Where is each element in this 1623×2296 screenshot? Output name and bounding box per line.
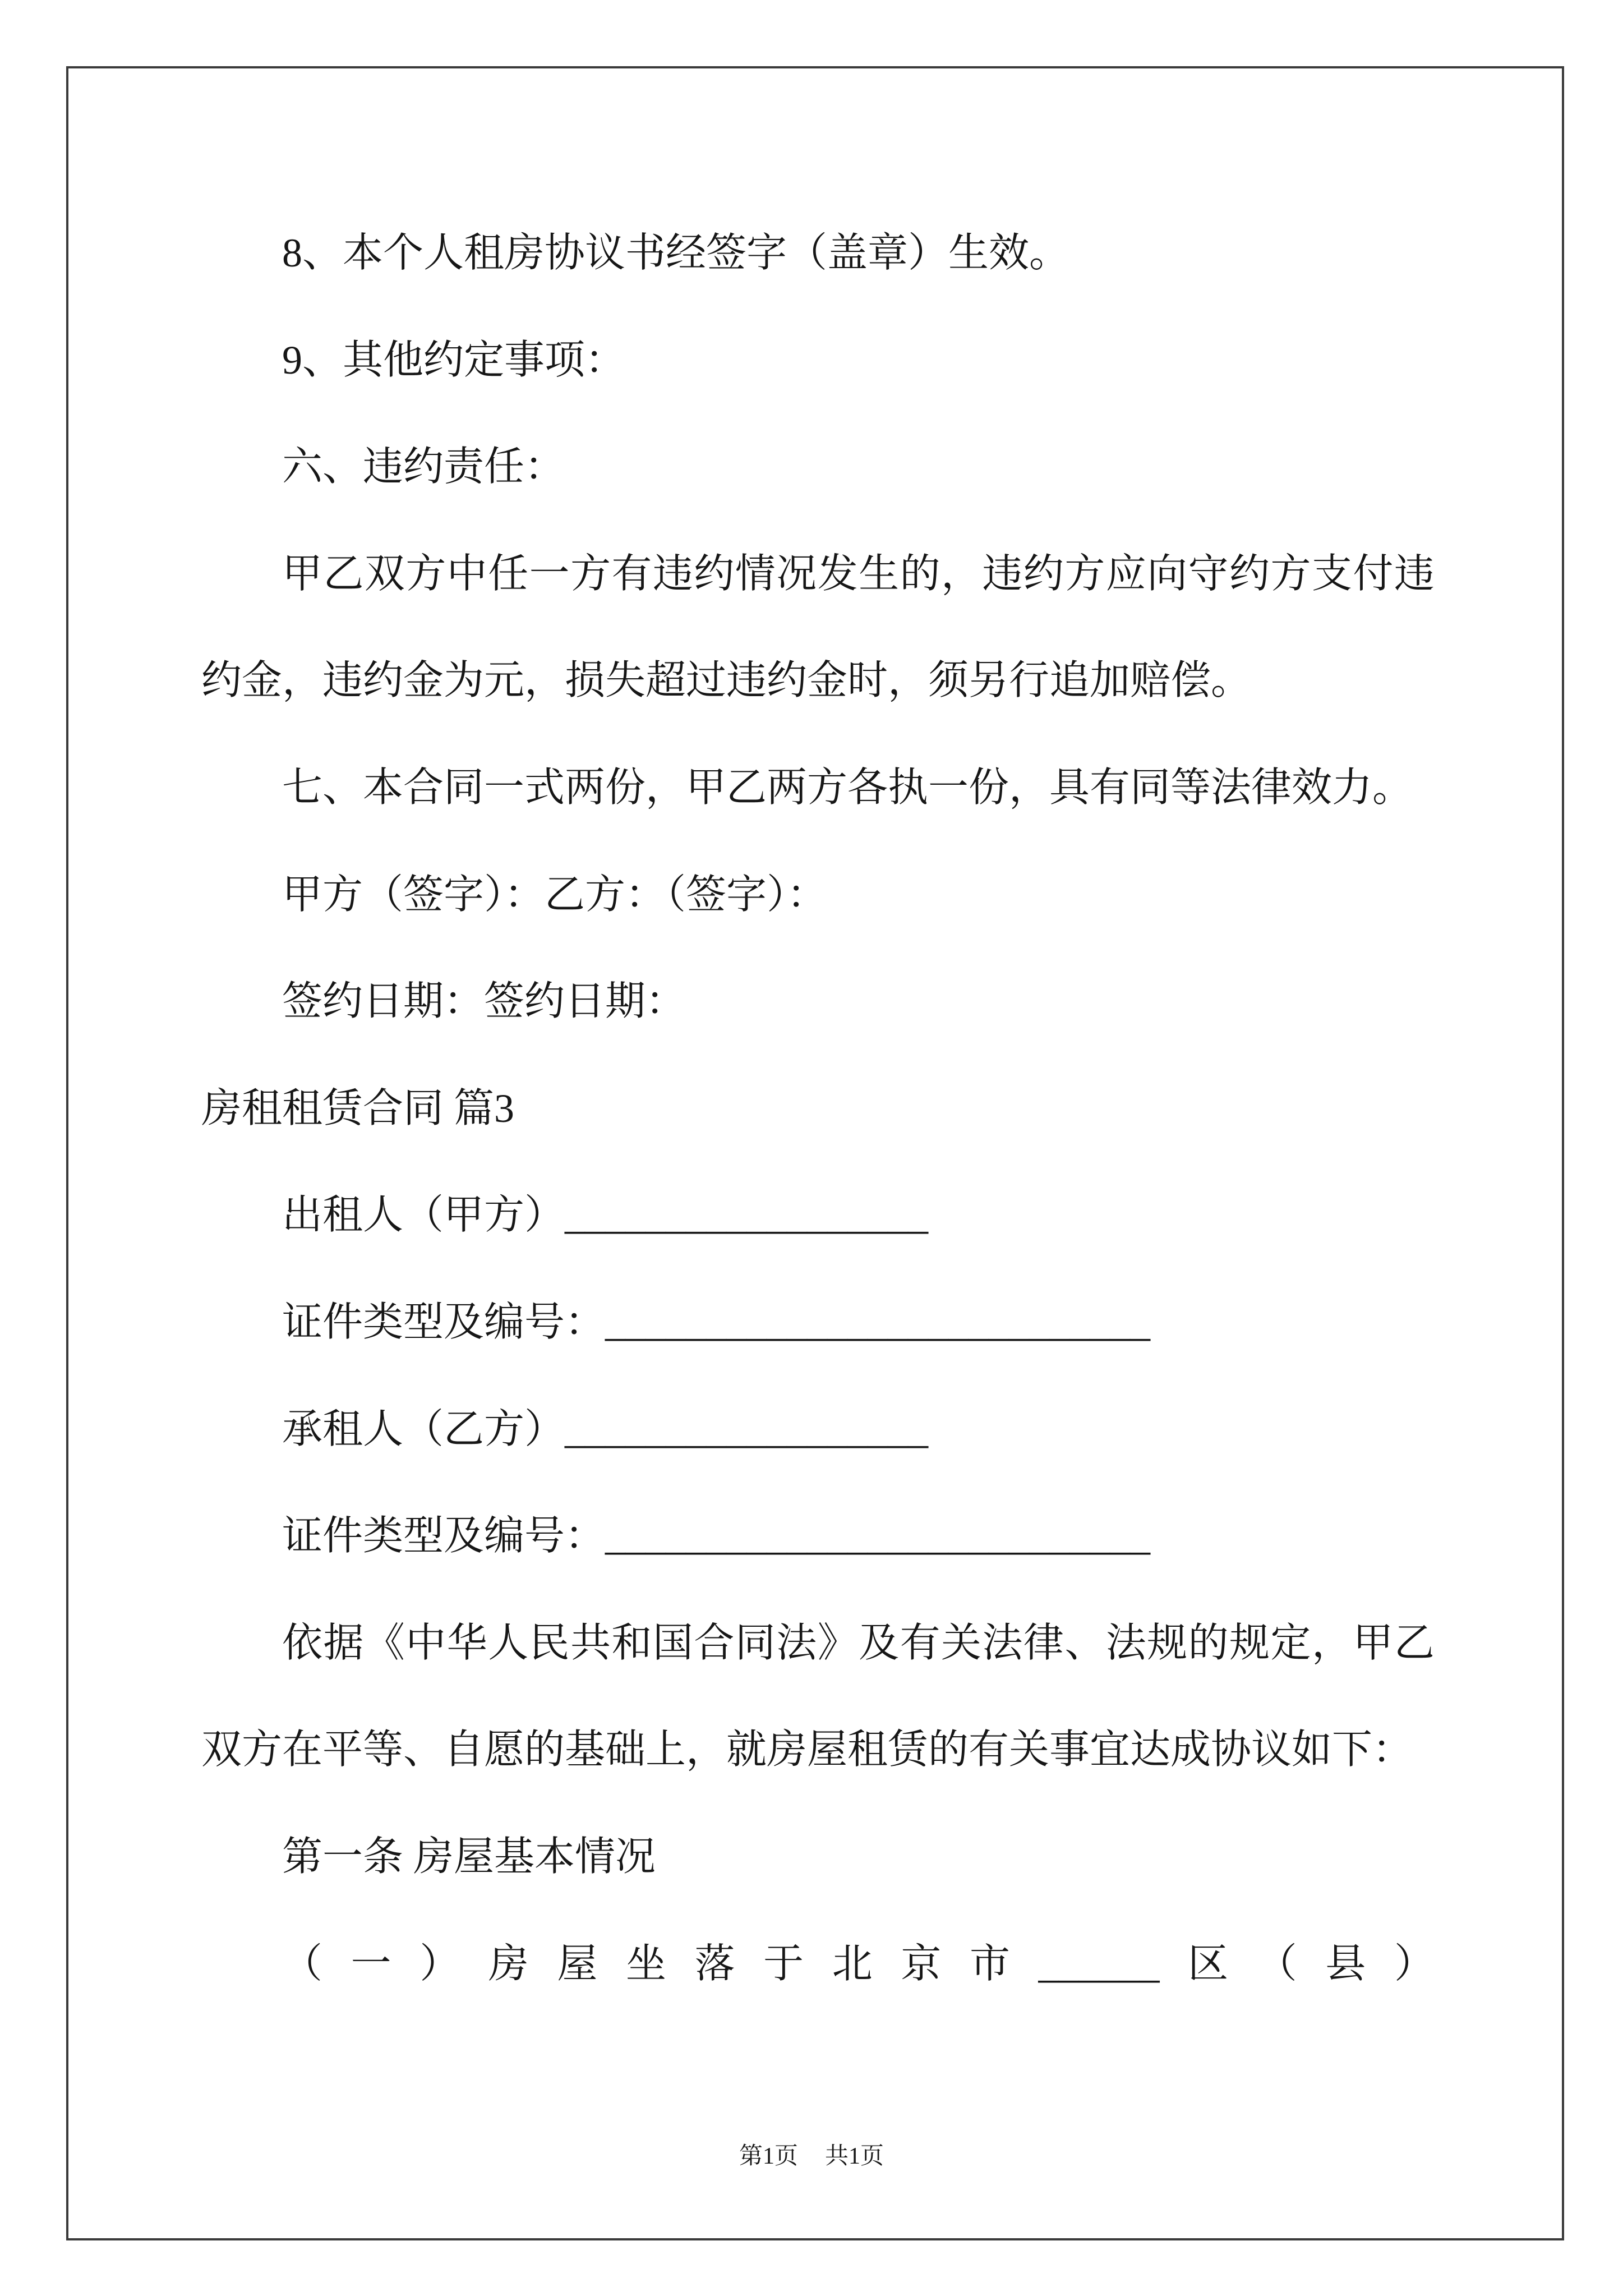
glyph: 方 [1064, 551, 1105, 596]
signature-line: 甲方（签字）：乙方：（签字）： [282, 872, 828, 917]
glyph: 规 [1229, 1620, 1270, 1665]
glyph: 法 [982, 1620, 1023, 1665]
glyph: 、 [1064, 1620, 1105, 1665]
glyph: 坐 [625, 1941, 666, 1986]
lessor-field [201, 1162, 1435, 1269]
glyph: 人 [488, 1620, 529, 1665]
glyph: 定 [1270, 1620, 1311, 1665]
glyph: 甲 [1353, 1620, 1394, 1665]
glyph: 方 [405, 551, 446, 596]
page-number-total: 共1页 [825, 2143, 884, 2169]
glyph: 有 [900, 1620, 940, 1665]
glyph: 共 [570, 1620, 611, 1665]
glyph: 乙 [1394, 1620, 1435, 1665]
glyph: 乙 [323, 551, 364, 596]
glyph: 规 [1147, 1620, 1188, 1665]
breach-text-line-2: 约金，违约金为元，损失超过违约金时，须另行追加赔偿。 [201, 658, 1252, 703]
glyph: 于 [763, 1941, 804, 1986]
lessee-id-field [201, 1483, 1435, 1590]
clause-8: 8、本个人租房协议书经签字（盖章）生效。 [282, 231, 1070, 275]
lessor-id-label: 证件类型及编号： [282, 1299, 606, 1345]
glyph: 房 [488, 1941, 529, 1986]
lessor-id-blank: ___________________________ [605, 1299, 1151, 1345]
glyph: 生 [859, 551, 900, 596]
glyph: 京 [901, 1941, 942, 1986]
glyph: 违 [982, 551, 1023, 596]
breach-text-line-1 [282, 521, 1435, 628]
glyph: 守 [1188, 551, 1229, 596]
glyph: 有 [611, 551, 652, 596]
breach-heading: 六、违约责任： [282, 444, 565, 490]
lessor-blank: __________________ [565, 1193, 929, 1238]
glyph: 县 [1325, 1941, 1366, 1986]
glyph: ） [1394, 1941, 1435, 1986]
clause-9: 9、其他约定事项： [282, 337, 626, 383]
glyph: 合 [694, 1620, 735, 1665]
lessor-id-field [201, 1269, 1435, 1376]
glyph: 一 [529, 551, 570, 596]
glyph: 约 [1229, 551, 1270, 596]
glyph: ） [419, 1941, 460, 1986]
glyph: 约 [694, 551, 735, 596]
glyph: 屋 [557, 1941, 598, 1986]
glyph: 》 [817, 1620, 858, 1665]
lessee-blank: __________________ [565, 1406, 929, 1452]
glyph: 国 [652, 1620, 693, 1665]
glyph: 况 [776, 551, 817, 596]
copies-clause: 七、本合同一式两份，甲乙两方各执一份，具有同等法律效力。 [282, 765, 1413, 810]
glyph: 约 [1023, 551, 1064, 596]
glyph: 违 [652, 551, 693, 596]
preamble-line-1 [282, 1590, 1435, 1697]
breach-text-line-1-wrapper [201, 521, 1435, 628]
contract-title: 房租租赁合同 篇3 [201, 1085, 515, 1131]
article-1-title: 第一条 房屋基本情况 [282, 1834, 656, 1879]
glyph: 和 [611, 1620, 652, 1665]
glyph: 区 [1188, 1941, 1229, 1986]
glyph: 市 [969, 1941, 1010, 1986]
preamble-line-2: 双方在平等、自愿的基础上，就房屋租赁的有关事宜达成协议如下： [201, 1727, 1413, 1773]
glyph: 中 [405, 1620, 446, 1665]
glyph: 情 [735, 551, 776, 596]
glyph: 方 [570, 551, 611, 596]
glyph: 甲 [282, 551, 323, 596]
glyph: 法 [1105, 1620, 1146, 1665]
lessee-id-blank: ___________________________ [605, 1513, 1151, 1559]
glyph: 中 [446, 551, 487, 596]
lessor-label: 出租人（甲方） [282, 1193, 565, 1238]
glyph: 法 [776, 1620, 817, 1665]
glyph: 落 [694, 1941, 735, 1986]
lessee-id-label: 证件类型及编号： [282, 1513, 606, 1559]
glyph: ， [1311, 1620, 1352, 1665]
document-body [201, 200, 1435, 2017]
glyph: 《 [364, 1620, 405, 1665]
fill-blank: ______ [1038, 1941, 1160, 1986]
glyph: 民 [529, 1620, 570, 1665]
glyph: 同 [735, 1620, 776, 1665]
glyph: 北 [832, 1941, 873, 1986]
glyph: 的 [900, 551, 940, 596]
glyph: 律 [1023, 1620, 1064, 1665]
lessee-label: 承租人（乙方） [282, 1406, 565, 1452]
lessee-field [201, 1376, 1435, 1483]
page-number-current: 第1页 [739, 2143, 798, 2169]
glyph: 方 [1270, 551, 1311, 596]
glyph: 依 [282, 1620, 323, 1665]
sign-date-line: 签约日期：签约日期： [282, 979, 686, 1024]
glyph: （ [1256, 1941, 1297, 1986]
glyph: 付 [1353, 551, 1394, 596]
glyph: 一 [351, 1941, 391, 1986]
glyph: 华 [446, 1620, 487, 1665]
glyph: 关 [941, 1620, 982, 1665]
preamble-line-1-wrapper [201, 1590, 1435, 1697]
article-1-item-1 [282, 1911, 1435, 2018]
glyph: （ [282, 1941, 323, 1986]
glyph: 向 [1147, 551, 1188, 596]
page-footer [0, 2139, 1623, 2173]
glyph: 的 [1188, 1620, 1229, 1665]
glyph: 据 [323, 1620, 364, 1665]
glyph: 支 [1311, 551, 1352, 596]
glyph: 发 [817, 551, 858, 596]
article-1-item-1-wrapper [201, 1911, 1435, 2018]
glyph: 违 [1394, 551, 1435, 596]
glyph: 及 [859, 1620, 900, 1665]
glyph: 双 [364, 551, 405, 596]
glyph: 应 [1105, 551, 1146, 596]
glyph: 任 [488, 551, 529, 596]
glyph: ， [941, 551, 982, 596]
